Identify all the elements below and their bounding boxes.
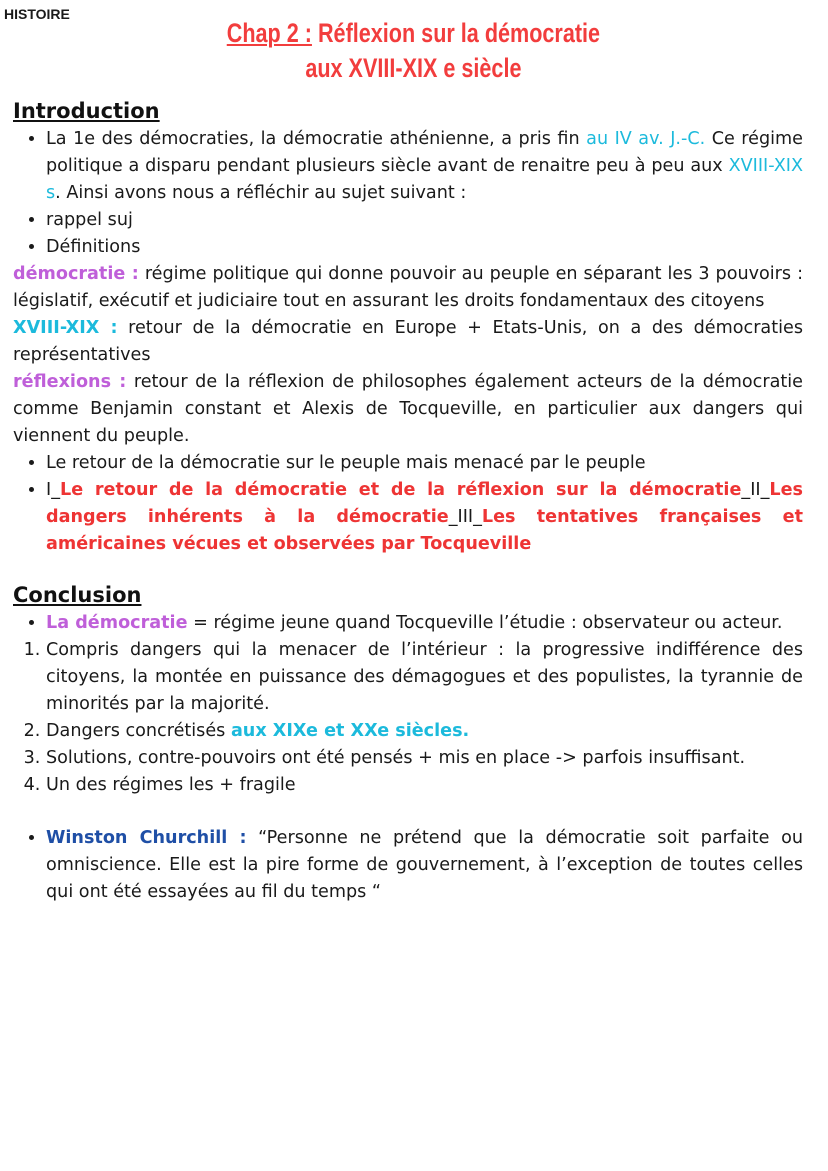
conclusion-numbered-list [13,637,803,799]
definition-democratie: démocratie : régime politique qui donne pouvoir au peuple en séparant les 3 pouvoirs : législatif, exécutif et judiciaire tout en assurant les droits fondamentaux des citoyens [13,264,803,311]
quote-item [46,825,803,906]
title-line-1 [82,16,744,51]
page-title [82,16,744,86]
document-body [13,96,803,906]
list-item: 2. Dangers concrétisés aux XIXe et XXe siècles. [46,718,803,745]
definition-period: XVIII-XIX : retour de la démocratie en Europe + Etats-Unis, on a des démocraties représentatives [13,318,803,365]
conclusion-heading: Conclusion [13,583,142,607]
definition-reflexions: réflexions : retour de la réflexion de philosophes également acteurs de la démocratie comme Benjamin constant et Alexis de Tocqueville, en particulier aux dangers qui viennent du peuple. [13,372,803,446]
period-highlight: aux XIXe et XXe siècles. [230,721,470,741]
introduction-heading: Introduction [13,99,160,123]
list-item: • rappel suj [46,207,803,234]
title-text: Réflexion sur la démocratie [317,18,601,48]
introduction-list-2 [13,450,803,558]
list-item: 4. Un des régimes les + fragile [46,772,803,799]
definition-term: réflexions : [13,372,127,392]
conclusion-list [13,610,803,637]
quote-text: “Personne ne prétend que la démocratie soit parfaite ou omniscience. Elle est la pire forme de gouvernement, à l’exception de toutes celles qui ont été essayées au fil du temps “ [46,828,803,902]
list-item: • Définitions [46,234,803,261]
list-item: • La 1e des démocraties, la démocratie athénienne, a pris fin au IV av. J.-C. Ce régime politique a disparu pendant plusieurs siècle avant de renaitre peu à peu aux XVIII-XIX s. Ainsi avons nous a réfléchir au sujet suivant : [46,126,803,207]
introduction-list [13,126,803,261]
definition-term: XVIII-XIX : [13,318,118,338]
list-item: 1. Compris dangers qui la menacer de l’intérieur : la progressive indifférence des citoyens, la montée en puissance des démagogues et des populistes, la tyrannie de minorités par la majorité. [46,637,803,718]
quote-list [13,825,803,906]
subject-label: HISTOIRE [4,6,70,22]
plan-part-3: Les tentatives françaises et américaines vécues et observées par Tocqueville [46,507,803,554]
plan-item: • I_Le retour de la démocratie et de la réflexion sur la démocratie_II_Les dangers inhérents à la démocratie_III_Les tentatives françaises et américaines vécues et observées par Tocqueville [46,477,803,558]
list-item: 3. Solutions, contre-pouvoirs ont été pensés + mis en place -> parfois insuffisant. [46,745,803,772]
definition-term: La démocratie [46,613,188,633]
date-highlight: au IV av. J.-C. [586,129,706,149]
list-item: • Le retour de la démocratie sur le peuple mais menacé par le peuple [46,450,803,477]
plan-part-2: Les dangers inhérents à la démocratie [46,480,803,527]
definition-term: démocratie : [13,264,139,284]
title-line-2: aux XVIII-XIX e siècle [305,53,522,83]
list-item: • La démocratie = régime jeune quand Tocqueville l’étudie : observateur ou acteur. [46,610,803,637]
period-highlight: XVIII-XIX s [46,156,803,203]
plan-part-1: Le retour de la démocratie et de la réflexion sur la démocratie [60,480,742,500]
quote-author: Winston Churchill : [46,828,247,848]
chapter-number: Chap 2 : [226,18,312,48]
